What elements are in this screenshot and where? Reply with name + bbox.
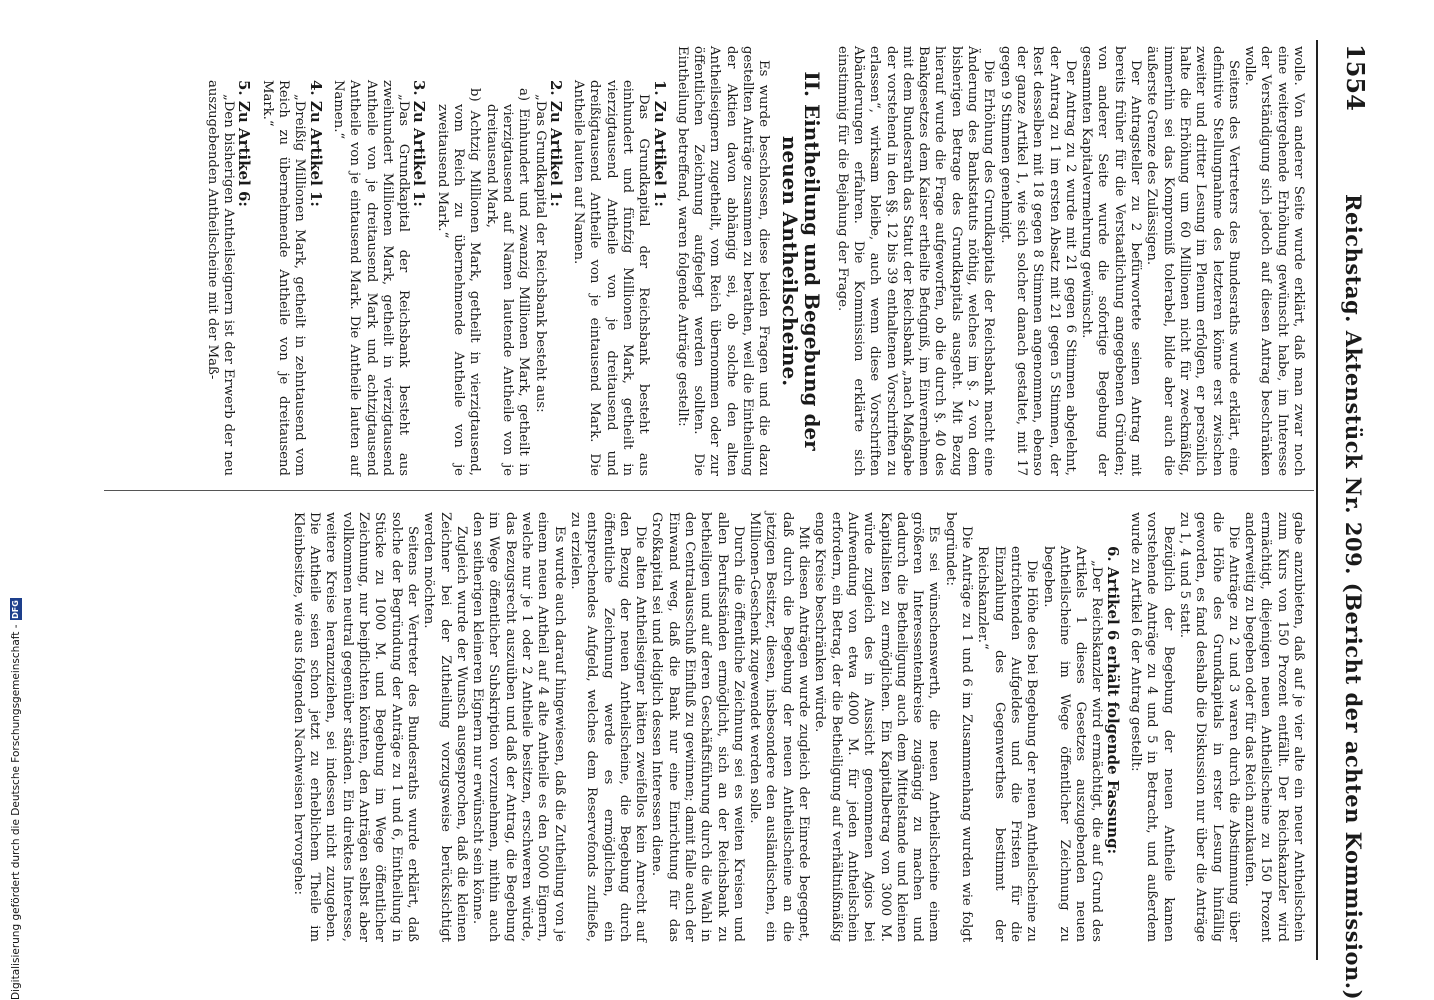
section-heading: II. Eintheilung und Begebung der neuen Antheilscheine.	[778, 71, 825, 451]
paragraph: Die alten Antheilseigner hätten zweifellos kein Anrecht auf den Bezug der neuen Antheilscheine, die Begebung durch öffentliche Zeichnung werde es ermöglichen, ein entsprechendes Aufgeld, welches dem Reservefonds zufließe, zu erzielen.	[567, 512, 649, 942]
paragraph: Die Anträge zu 1 und 6 im Zusammenhang wurden wie folgt begründet:	[942, 512, 975, 942]
motion-text: Die Höhe des bei Begebung der neuen Antheilscheine zu entrichtenden Aufgeldes und die Fristen für die Einzahlung des Gegenwerthes bestimmt der Reichskanzler.“	[975, 546, 1040, 942]
motion-label: 2. Zu Artikel 1:	[546, 80, 565, 207]
page-header	[1330, 44, 1370, 1000]
paragraph: Durch die öffentliche Zeichnung sei es weiten Kreisen und allen Berufsständen ermöglicht, sich an der Reichsbank zu betheiligen und auf deren Geschäftsführung durch die Wahl in den Centralausschuß Einfluß zu gewinnen; damit falle auch der Einwand weg, daß die Bank nur eine Einrichtung für das Großkapital sei und lediglich dessen Interessen diene.	[649, 512, 746, 942]
motion-text: Das Grundkapital der Reichsbank besteht aus einhundert und fünfzig Millionen Mark, getheilt in vierzigtausend Antheile von je dreitausend und dreißigtausend Antheile von je eintausend Mark. Die Antheile lauten auf Namen.	[571, 80, 652, 476]
motion-label: 6. Artikel 6 erhält folgende Fassung:	[1103, 546, 1122, 855]
paragraph: Seitens der Vertreter des Bundesraths wurde erklärt, daß solche der Begründung der Anträge zu 1 und 6, Eintheilung in Stücke zu 1000 M. und Begebung im Wege öffentlicher Zeichnung, nur beipflichten könnten, den Anträgen selbst aber vollkommen neutral gegenüber ständen. Ein direktes Interesse, weitere Kreise heranzuziehen, sei indessen nicht zuzugeben. Die Antheile seien schon jetzt zu erheblichem Theile im Kleinbesitze, wie aus folgenden Nachweisen hervorgehe:	[290, 512, 420, 942]
motion-label: 4. Zu Artikel 1:	[306, 80, 325, 207]
motion-text: „Der Reichskanzler wird ermächtigt, die auf Grund des Artikels 1 dieses Gesetzes auszugebenden neuen Antheilscheine im Wege öffentlicher Zeichnung zu begeben.	[1040, 546, 1105, 942]
paragraph: Der Antrag zu 2 wurde mit 21 gegen 6 Stimmen abgelehnt, der Antrag zu 1 im ersten Absatz mit 21 gegen 5 Stimmen, der Rest desselben mit 18 gegen 8 Stimmen angenommen, ebenso der ganze Artikel 1, wie sich solcher danach gestaltet, mit 17 gegen 9 Stimmen genehmigt.	[997, 46, 1078, 476]
paragraph: Es wurde beschlossen, diese beiden Fragen und die dazu gestellten Anträge zusammen zu berathen, weil die Eintheilung der Aktien davon abhängig sei, ob solche den alten Antheilseignern zugetheilt, vom Reich übernommen oder zur öffentlichen Zeichnung aufgelegt werden sollten. Die Eintheilung betreffend, waren folgende Anträge gestellt:	[674, 46, 772, 476]
motion-text: „Dreißig Millionen Mark, getheilt in zehntausend vom Reich zu übernehmende Antheile von je dreitausend Mark.“	[259, 80, 308, 476]
header-rule	[1316, 40, 1318, 960]
paragraph: Es sei wünschenswerth, die neuen Antheilscheine einem größeren Interessentenkreise zugängig zu machen und dadurch die Betheiligung auch dem Mittelstande und kleinen Kapitalisten zu ermöglichen. Ein Kapitalbetrag von 3000 M. würde zugleich des in Aussicht genommenen Agios bei Aufwendung von etwa 4000 M. für jeden Antheilschein erfordern, ein Betrag, der die Betheiligung auf verhältnißmäßig enge Kreise beschränken würde.	[812, 512, 942, 942]
running-head: Reichstag. Aktenstück Nr. 209. (Bericht der achten Kommission.)	[1341, 194, 1366, 1000]
motion-subitem: b) Achtzig Millionen Mark, getheilt in vierzigtausend, vom Reich zu übernehmende Antheile von je zweitausend Mark.“	[434, 88, 483, 476]
paragraph: Die Anträge zu 2 und 3 waren durch die Abstimmung über die Höhe des Grundkapitals in erster Lesung hinfällig geworden, es fand deshalb die Diskussion nur über die Anträge zu 1, 4 und 5 statt.	[1176, 512, 1241, 942]
column-divider	[104, 490, 1314, 491]
paragraph: Mit diesen Anträgen wurde zugleich der Einrede begegnet, daß durch die Begebung der neuen Antheilscheine an die jetzigen Besitzer, diesen, insbesondere den ausländischen, ein Millionen-Geschenk zugewendet werden solle.	[747, 512, 812, 942]
right-column	[290, 512, 1306, 942]
motion-text: „Das Grundkapital der Reichsbank besteht aus zweihundert Millionen Mark, getheilt in vierzigtausend Antheile von je dreitausend Mark und achtzigtausend Antheile von je eintausend Mark. Die Antheile lauten auf Namen.“	[330, 80, 412, 476]
left-column	[204, 46, 1306, 476]
paragraph: gabe anzubieten, daß auf je vier alte ein neuer Antheilschein zum Kurs von 150 Prozent entfällt. Der Reichskanzler wird ermächtigt, diejenigen neuen Antheilscheine zu 150 Prozent anderweitig zu begeben oder für das Reich anzukaufen.	[1242, 512, 1306, 942]
dfg-logo-icon: DFG	[11, 600, 20, 619]
credit-text: Digitalisierung gefördert durch die Deutsche Forschungsgemeinschaft -	[10, 624, 22, 1000]
motion-label: 1. Zu Artikel 1:	[650, 80, 669, 207]
paragraph: Die Erhöhung des Grundkapitals der Reichsbank macht eine Änderung des Bankstatuts nöthig, welches im §. 2 von dem bisherigen Betrage des Grundkapitals ausgeht. Mit Bezug hierauf wurde die Frage aufgeworfen, ob die durch §. 40 des Bankgesetzes dem Kaiser ertheilte Befugniß, im Einvernehmen mit dem Bundesrath das Statut der Reichsbank „nach Maßgabe der vorstehend in den §§. 12 bis 39 enthaltenen Vorschriften zu erlassen“, wirksam bleibe, auch wenn diese Vorschriften Abänderungen erfahren. Die Kommission erklärte sich einstimmig für die Bejahung der Frage.	[834, 46, 997, 476]
page-number: 1554	[1341, 44, 1370, 111]
paragraph: wolle. Von anderer Seite wurde erklärt, daß man zwar noch eine weitergehende Erhöhung gewünscht habe, im Interesse der Verständigung sich jedoch auf diesen Antrag beschränken wolle.	[1242, 46, 1306, 476]
paragraph: Bezüglich der Begebung der neuen Antheile kamen vorstehende Anträge zu 4 und 5 in Betracht, und außerdem wurde zu Artikel 6 der Antrag gestellt:	[1128, 512, 1176, 942]
digitization-credit	[10, 0, 22, 1000]
motion-text: „Den bisherigen Antheilseignern ist der Erwerb der neu auszugebenden Antheilscheine mit der Maß-	[204, 80, 237, 476]
motion-text: „Das Grundkapital der Reichsbank besteht aus:	[532, 94, 548, 413]
paragraph: Der Antragsteller zu 2 befürwortete seinen Antrag mit bereits früher für die Verstaatlichung angegebenen Gründen; von anderer Seite wurde die sofortige Begebung der gesammten Kapitalvermehrung gewünscht.	[1079, 46, 1144, 476]
motion-label: 5. Zu Artikel 6:	[235, 80, 254, 207]
paragraph: Es wurde auch darauf hingewiesen, daß die Zutheilung von je einem neuen Antheil auf 4 alte Antheile es den 5000 Eignern, welche nur je 1 oder 2 Antheile besitzen, erschweren würde, das Bezugsrecht auszuüben und daß der Antrag, die Begebung im Wege öffentlicher Subskription vorzunehmen, mithin auch den seitherigen kleineren Eignern nur erwünscht sein könne.	[470, 512, 567, 942]
paragraph: Zugleich wurde der Wunsch ausgesprochen, daß die kleinen Zeichner bei der Zutheilung vorzugsweise berücksichtigt werden möchten.	[421, 512, 469, 942]
motion-label: 3. Zu Artikel 1:	[410, 80, 429, 207]
paragraph: Seitens des Vertreters des Bundesraths wurde erklärt, eine definitive Stellungnahme des letzteren könne erst zwischen zweiter und dritter Lesung im Plenum erfolgen, er persönlich halte die Erhöhung um 60 Millionen nicht für zweckmäßig, immerhin sei das Kompromiß tolerabel, bilde aber auch die äußerste Grenze des Zulässigen.	[1144, 46, 1241, 476]
motion-subitem: a) Einhundert und zwanzig Millionen Mark, getheilt in vierzigtausend auf Namen lautende Antheile von je dreitausend Mark,	[483, 88, 532, 476]
